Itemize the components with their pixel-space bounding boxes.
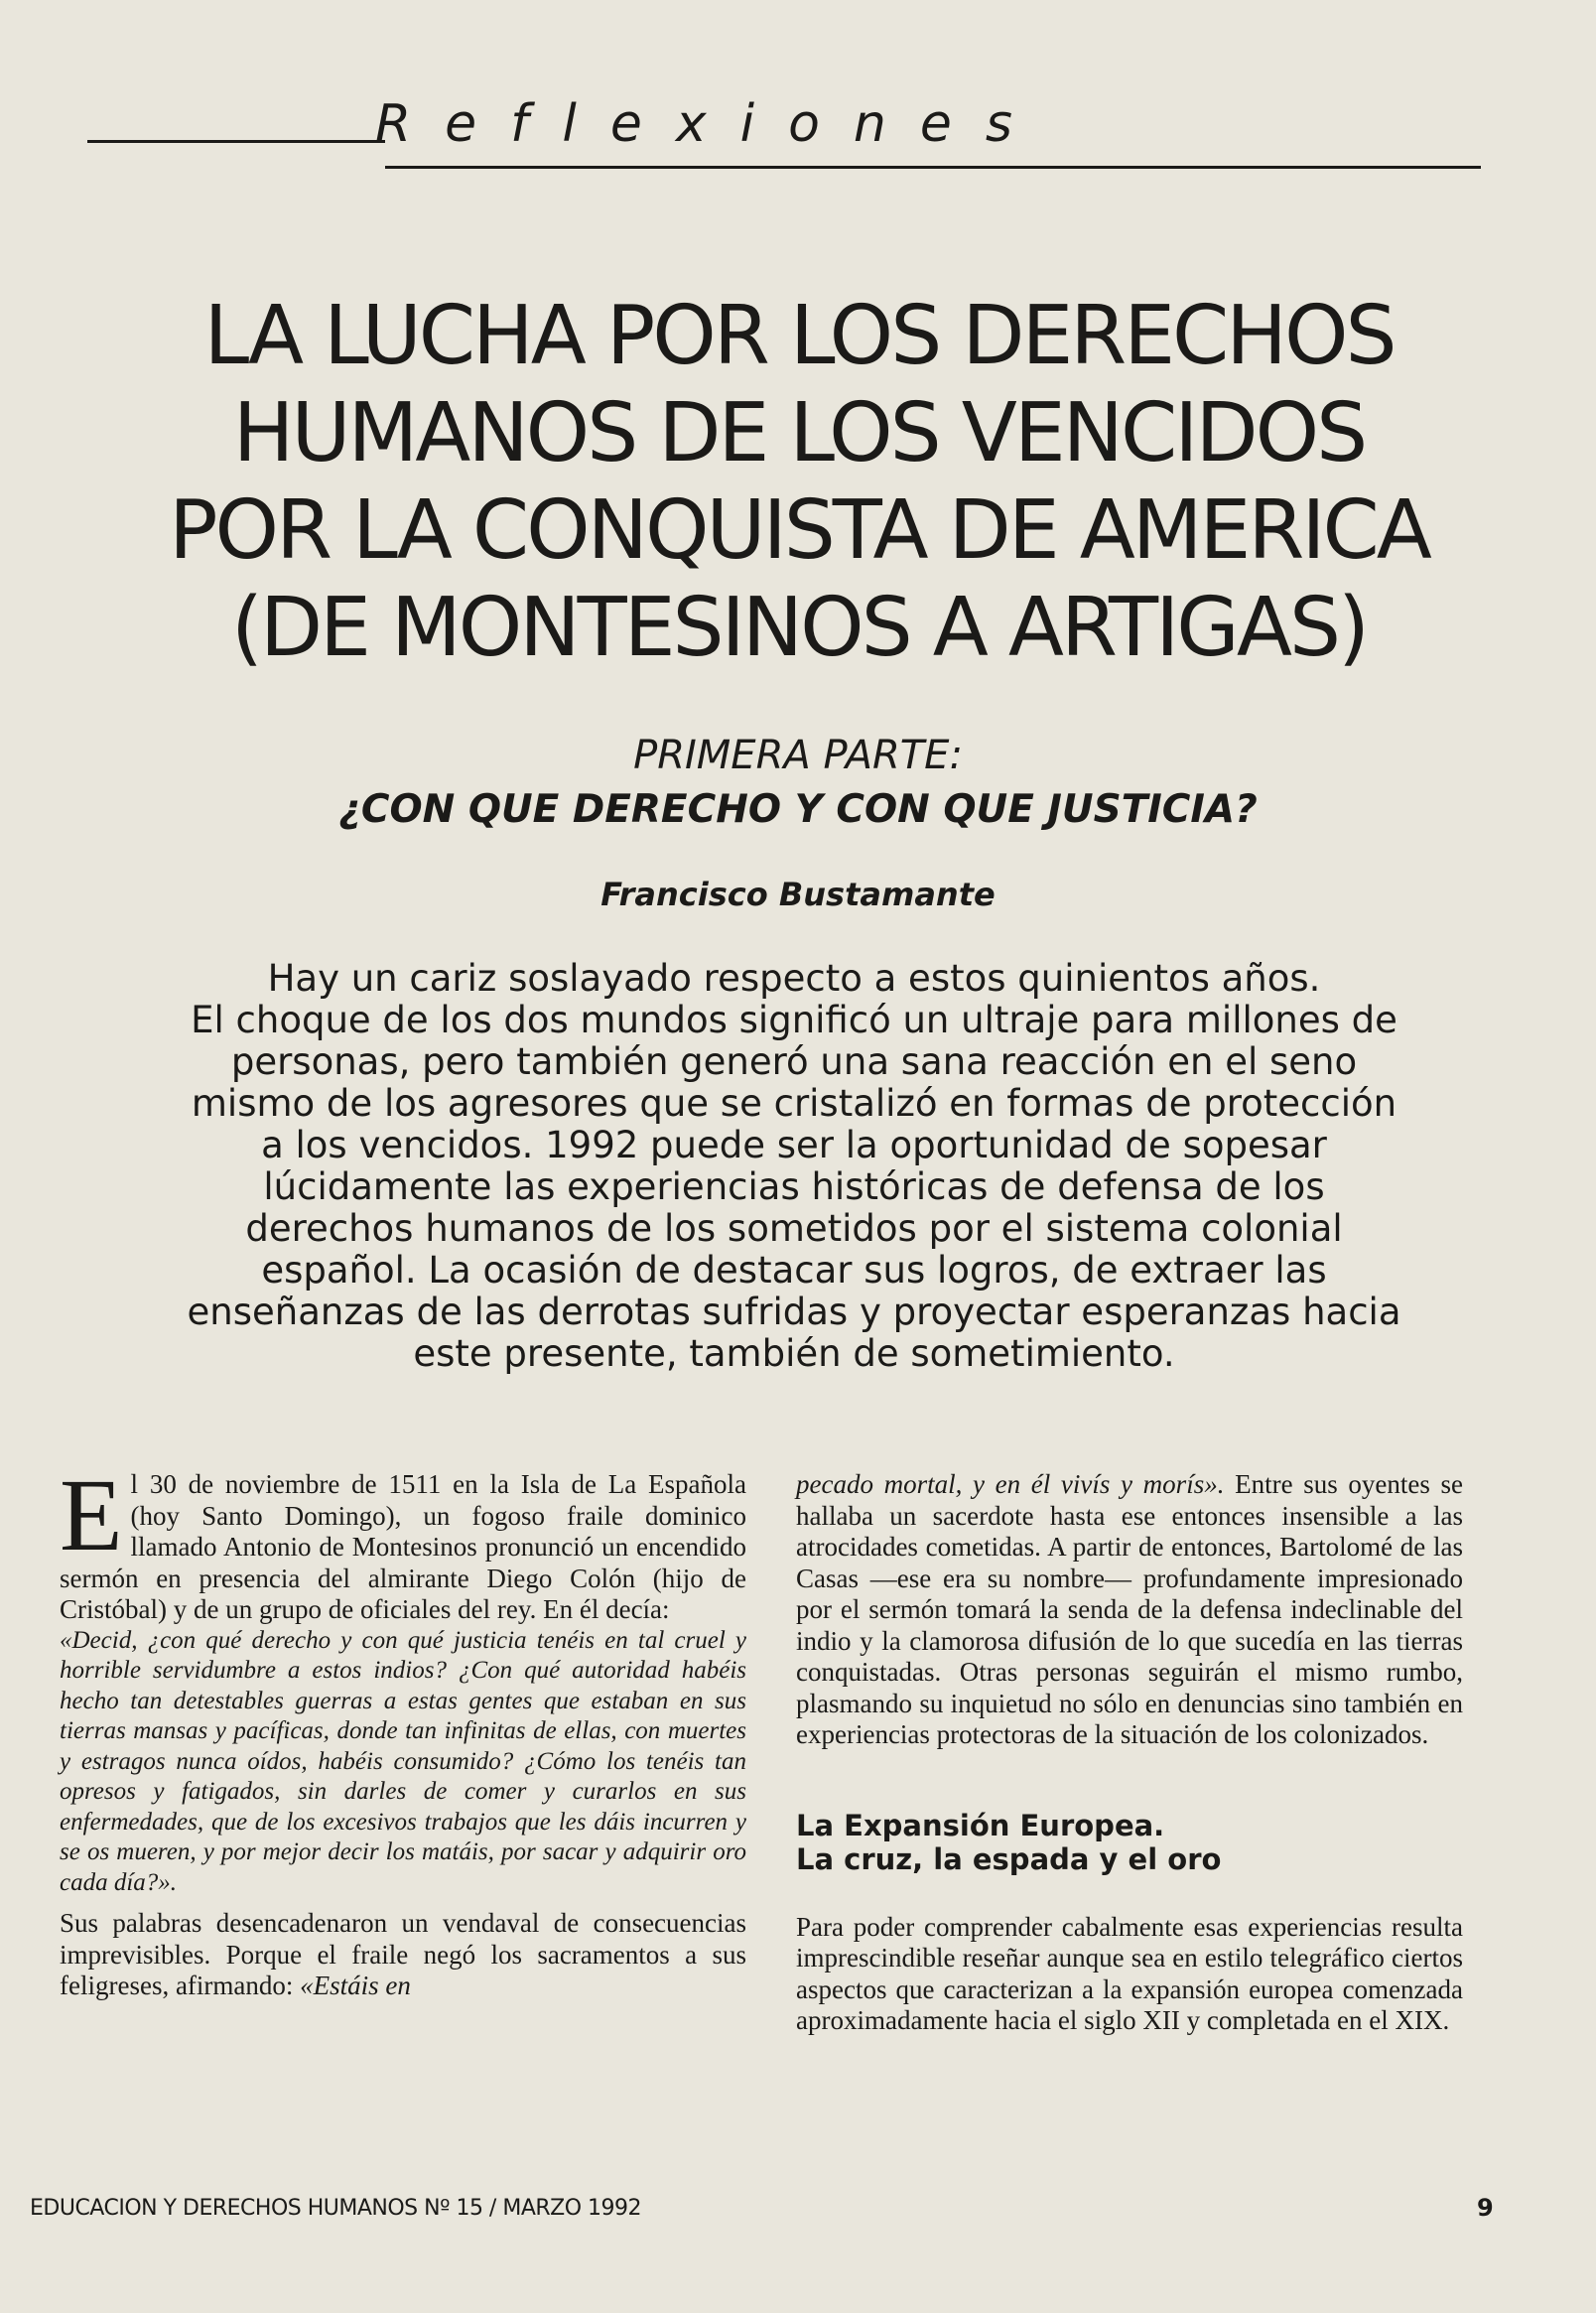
section-subheading: [796, 1809, 1463, 1876]
subtitle-question: ¿CON QUE DERECHO Y CON QUE JUSTICIA?: [338, 787, 1258, 832]
paragraph-text: Entre sus oyentes se hallaba un sacerdote hasta ese entonces insensible a las atrocidades cometidas. A partir de entonces, Bartolomé de las Casas —ese era su nombre— profundamente impresionado por el sermón tomará la senda de la defensa indeclinable del indio y la clamorosa difusión de lo que sucedía en las tierras conquistadas. Otras personas seguirán el mismo rumbo, plasmando su inquietud no sólo en denuncias sino también en experiencias protectoras de la situación de los colonizados.: [796, 1469, 1464, 1749]
title-line: LA LUCHA POR LOS DERECHOS: [203, 289, 1395, 383]
body-paragraph: [796, 1469, 1463, 1751]
body-paragraph: Para poder comprender cabalmente esas experiencias resulta imprescindible reseñar aunque sea en estilo telegráfico ciertos aspectos que caracterizan a la expansión europea comenzada aproximadamente hacia el siglo XII y completada en el XIX.: [796, 1911, 1463, 2035]
page-number: 9: [1477, 2194, 1494, 2222]
lead-line: El choque de los dos mundos significó un ultraje para millones de: [191, 999, 1397, 1041]
journal-footer: EDUCACION Y DERECHOS HUMANOS Nº 15 / MARZO 1992: [30, 2196, 642, 2221]
lead-line: este presente, también de sometimiento.: [413, 1332, 1175, 1375]
lead-line: derechos humanos de los sometidos por el sistema colonial: [245, 1207, 1343, 1250]
sermon-quote: «Decid, ¿con qué derecho y con qué justicia tenéis en tal cruel y horrible servidumbre a estos indios? ¿Con qué autoridad habéis hecho tan detestables guerras a estas gentes que estaban en sus tierras mansas y pacíficas, donde tan infinitas de ellas, con muertes y estragos nunca oídos, habéis consumido? ¿Cómo los tenéis tan opresos y fatigados, sin darles de comer y curarlos en sus enfermedades, que de los excesivos trabajos que les dáis incurren y se os mueren, y por mejor decir los matáis, por sacar y adquirir oro cada día?».: [60, 1626, 746, 1896]
subheading-line: La Expansión Europea.: [796, 1808, 1165, 1842]
paragraph-text: Sus palabras desencadenaron un vendaval de consecuencias imprevisibles. Porque el fraile negó los sacramentos a sus feligreses, afirmando:: [60, 1908, 746, 2000]
body-paragraph: [60, 1908, 746, 2002]
lead-line: enseñanzas de las derrotas sufridas y proyectar esperanzas hacia: [187, 1291, 1401, 1333]
body-paragraph: [60, 1458, 746, 1626]
paragraph-italic: pecado mortal, y en él vivís y morís».: [796, 1469, 1225, 1499]
header-rule: [385, 166, 1481, 169]
subtitle-part: PRIMERA PARTE:: [633, 733, 963, 778]
title-line: (DE MONTESINOS A ARTIGAS): [231, 581, 1367, 675]
section-header: [87, 94, 1481, 172]
lead-paragraph: [79, 958, 1509, 1375]
body-column-right: [796, 1469, 1463, 2037]
paragraph-italic: «Estáis en: [300, 1971, 411, 2000]
article-title: [79, 288, 1519, 677]
body-column-left: [60, 1458, 746, 2002]
lead-line: lúcidamente las experiencias históricas de defensa de los: [263, 1165, 1325, 1208]
drop-cap: E: [60, 1458, 123, 1572]
lead-line: mismo de los agresores que se cristalizó en formas de protección: [191, 1082, 1397, 1125]
title-line: HUMANOS DE LOS VENCIDOS: [232, 386, 1366, 480]
subheading-line: La cruz, la espada y el oro: [796, 1841, 1222, 1876]
lead-line: personas, pero también generó una sana reacción en el seno: [230, 1040, 1358, 1083]
lead-line: Hay un cariz soslayado respecto a estos quinientos años.: [267, 957, 1321, 1000]
header-rule-left: [87, 140, 385, 143]
lead-line: español. La ocasión de destacar sus logros, de extraer las: [261, 1249, 1327, 1292]
section-label: Reflexiones: [375, 94, 1046, 154]
lead-line: a los vencidos. 1992 puede ser la oportunidad de sopesar: [261, 1124, 1327, 1166]
author-name: Francisco Bustamante: [600, 876, 996, 913]
paragraph-text: l 30 de noviembre de 1511 en la Isla de La Española (hoy Santo Domingo), un fogoso fraile dominico llamado Antonio de Montesinos pronunció un encendido sermón en presencia del almirante Diego Colón (hijo de Cristóbal) y de un grupo de oficiales del rey. En él decía:: [60, 1469, 746, 1624]
title-line: POR LA CONQUISTA DE AMERICA: [169, 483, 1429, 578]
